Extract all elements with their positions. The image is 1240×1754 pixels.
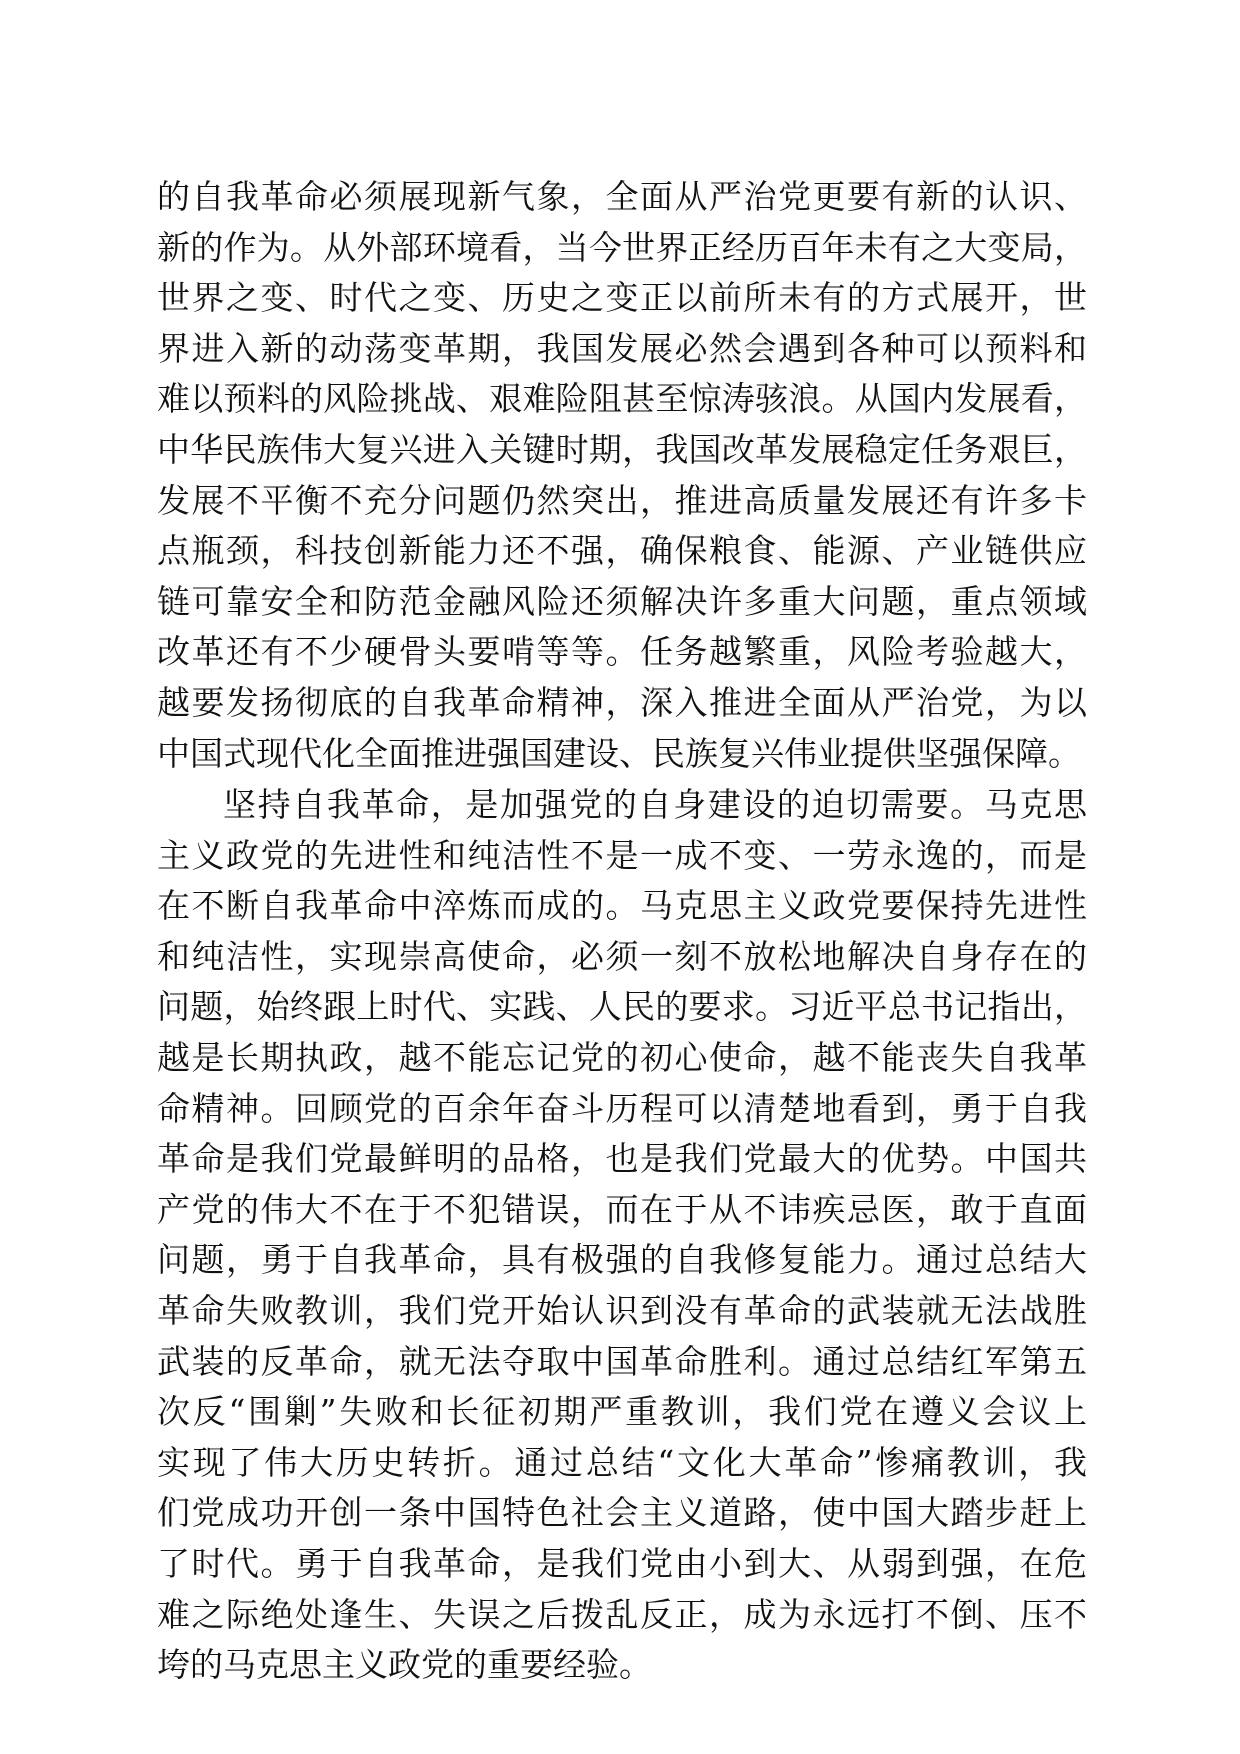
text-line: 武装的反革命，就无法夺取中国革命胜利。通过总结红军第五	[157, 1341, 1087, 1381]
paragraph-self-revolution	[157, 780, 1087, 1691]
text-line: 次反“围剿”失败和长征初期严重教训，我们党在遵义会议上	[157, 1392, 1087, 1432]
text-line: 点瓶颈，科技创新能力还不强，确保粮食、能源、产业链供应	[157, 531, 1087, 571]
text-line: 难之际绝处逢生、失误之后拨乱反正，成为永远打不倒、压不	[157, 1594, 1087, 1634]
paragraph-outlook	[157, 172, 1087, 779]
text-line: 在不断自我革命中淬炼而成的。马克思主义政党要保持先进性	[157, 886, 1087, 926]
text-line: 革命失败教训，我们党开始认识到没有革命的武装就无法战胜	[157, 1290, 1087, 1330]
text-line: 问题，始终跟上时代、实践、人民的要求。习近平总书记指出，	[157, 987, 1087, 1027]
text-line: 产党的伟大不在于不犯错误，而在于从不讳疾忌医，敢于直面	[157, 1189, 1087, 1229]
text-line: 革命是我们党最鲜明的品格，也是我们党最大的优势。中国共	[157, 1139, 1087, 1179]
text-line: 难以预料的风险挑战、艰难险阻甚至惊涛骇浪。从国内发展看，	[157, 379, 1087, 419]
text-line: 中华民族伟大复兴进入关键时期，我国改革发展稳定任务艰巨，	[157, 429, 1087, 469]
text-line: 世界之变、时代之变、历史之变正以前所未有的方式展开，世	[157, 278, 1087, 318]
text-line: 和纯洁性，实现崇高使命，必须一刻不放松地解决自身存在的	[157, 936, 1087, 976]
text-line: 了时代。勇于自我革命，是我们党由小到大、从弱到强，在危	[157, 1543, 1087, 1583]
text-line: 越是长期执政，越不能忘记党的初心使命，越不能丧失自我革	[157, 1037, 1087, 1077]
text-line: 的自我革命必须展现新气象，全面从严治党更要有新的认识、	[157, 177, 1087, 216]
text-line: 坚持自我革命，是加强党的自身建设的迫切需要。马克思	[223, 785, 1087, 824]
text-line: 主义政党的先进性和纯洁性不是一成不变、一劳永逸的，而是	[157, 835, 1087, 875]
text-line: 越要发扬彻底的自我革命精神，深入推进全面从严治党，为以	[157, 682, 1087, 722]
text-line: 改革还有不少硬骨头要啃等等。任务越繁重，风险考验越大，	[157, 632, 1087, 672]
text-line: 们党成功开创一条中国特色社会主义道路，使中国大踏步赶上	[157, 1493, 1087, 1533]
text-line: 实现了伟大历史转折。通过总结“文化大革命”惨痛教训，我	[157, 1442, 1087, 1482]
text-line: 问题，勇于自我革命，具有极强的自我修复能力。通过总结大	[157, 1240, 1087, 1280]
text-line: 链可靠安全和防范金融风险还须解决许多重大问题，重点领域	[157, 581, 1087, 621]
text-line: 新的作为。从外部环境看，当今世界正经历百年未有之大变局，	[157, 227, 1087, 267]
text-line: 命精神。回顾党的百余年奋斗历程可以清楚地看到，勇于自我	[157, 1088, 1087, 1128]
text-line: 发展不平衡不充分问题仍然突出，推进高质量发展还有许多卡	[157, 480, 1087, 520]
text-line: 界进入新的动荡变革期，我国发展必然会遇到各种可以预料和	[157, 328, 1087, 368]
text-line: 垮的马克思主义政党的重要经验。	[157, 1645, 652, 1685]
text-line: 中国式现代化全面推进强国建设、民族复兴伟业提供坚强保障。	[157, 733, 1081, 773]
